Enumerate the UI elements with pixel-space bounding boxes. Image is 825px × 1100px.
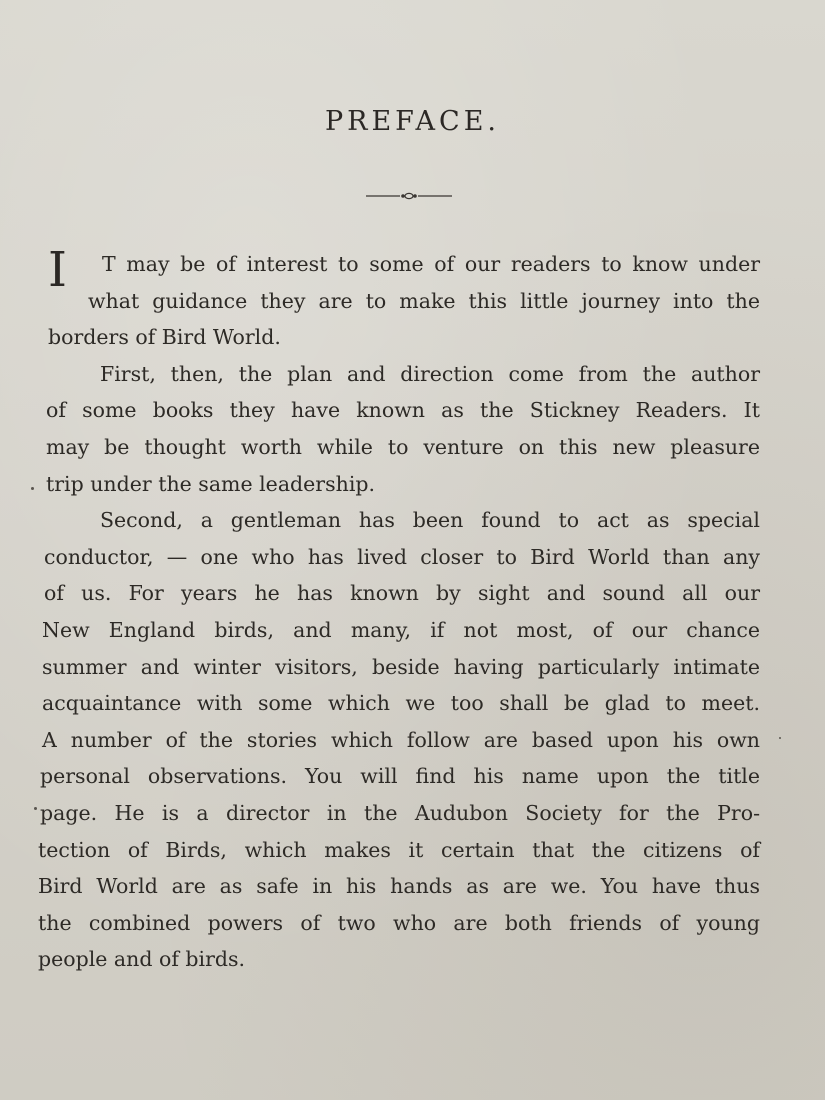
- paragraph-3-line-7: A number of the stories which follow are based upon his own: [42, 727, 760, 752]
- paragraph-3-line-9: page. He is a director in the Audubon Society for the Pro-: [40, 800, 760, 825]
- paper-speck: [31, 487, 34, 490]
- paragraph-3-line-1: Second, a gentleman has been found to act as special: [100, 508, 760, 533]
- paragraph-3-line-3: of us. For years he has known by sight and sound all our: [44, 581, 760, 606]
- paper-speck: [779, 737, 781, 739]
- paragraph-3-line-4: New England birds, and many, if not most, of our chance: [42, 617, 760, 642]
- flourish-divider-icon: [366, 190, 452, 202]
- preface-body: [38, 242, 760, 978]
- paragraph-3-line-10: tection of Birds, which makes it certain that the citizens of: [38, 837, 760, 862]
- paragraph-2-line-4: trip under the same leadership.: [46, 471, 376, 496]
- drop-cap: I: [48, 242, 67, 298]
- page-title: PREFACE.: [324, 106, 501, 137]
- paragraph-3: [38, 502, 760, 978]
- paragraph-3-line-2: conductor, — one who has lived closer to Bird World than any: [44, 544, 760, 569]
- paragraph-1-line-3: borders of Bird World.: [48, 325, 281, 350]
- paragraph-3-line-11: Bird World are as safe in his hands as are we. You have thus: [38, 874, 760, 899]
- paragraph-3-line-5: summer and winter visitors, beside having particularly intimate: [42, 654, 760, 679]
- paragraph-1-line-1: [38, 242, 760, 298]
- paragraph-3-line-13: people and of birds.: [38, 947, 246, 972]
- paper-speck: [34, 807, 37, 810]
- paragraph-3-line-6: acquaintance with some which we too shall be glad to meet.: [42, 691, 760, 716]
- paragraph-2-line-1: First, then, the plan and direction come from the author: [100, 361, 760, 386]
- paragraph-1: [38, 242, 760, 356]
- paragraph-3-line-12: the combined powers of two who are both friends of young: [38, 910, 760, 935]
- line-text: T may be of interest to some of our readers to know under: [102, 252, 760, 276]
- paragraph-3-line-8: personal observations. You will find his name upon the title: [40, 764, 760, 789]
- paragraph-1-line-2: what guidance they are to make this little journey into the: [88, 288, 760, 313]
- paragraph-2: [38, 356, 760, 502]
- paragraph-2-line-3: may be thought worth while to venture on this new pleasure: [46, 434, 760, 459]
- paragraph-2-line-2: of some books they have known as the Stickney Readers. It: [46, 398, 760, 423]
